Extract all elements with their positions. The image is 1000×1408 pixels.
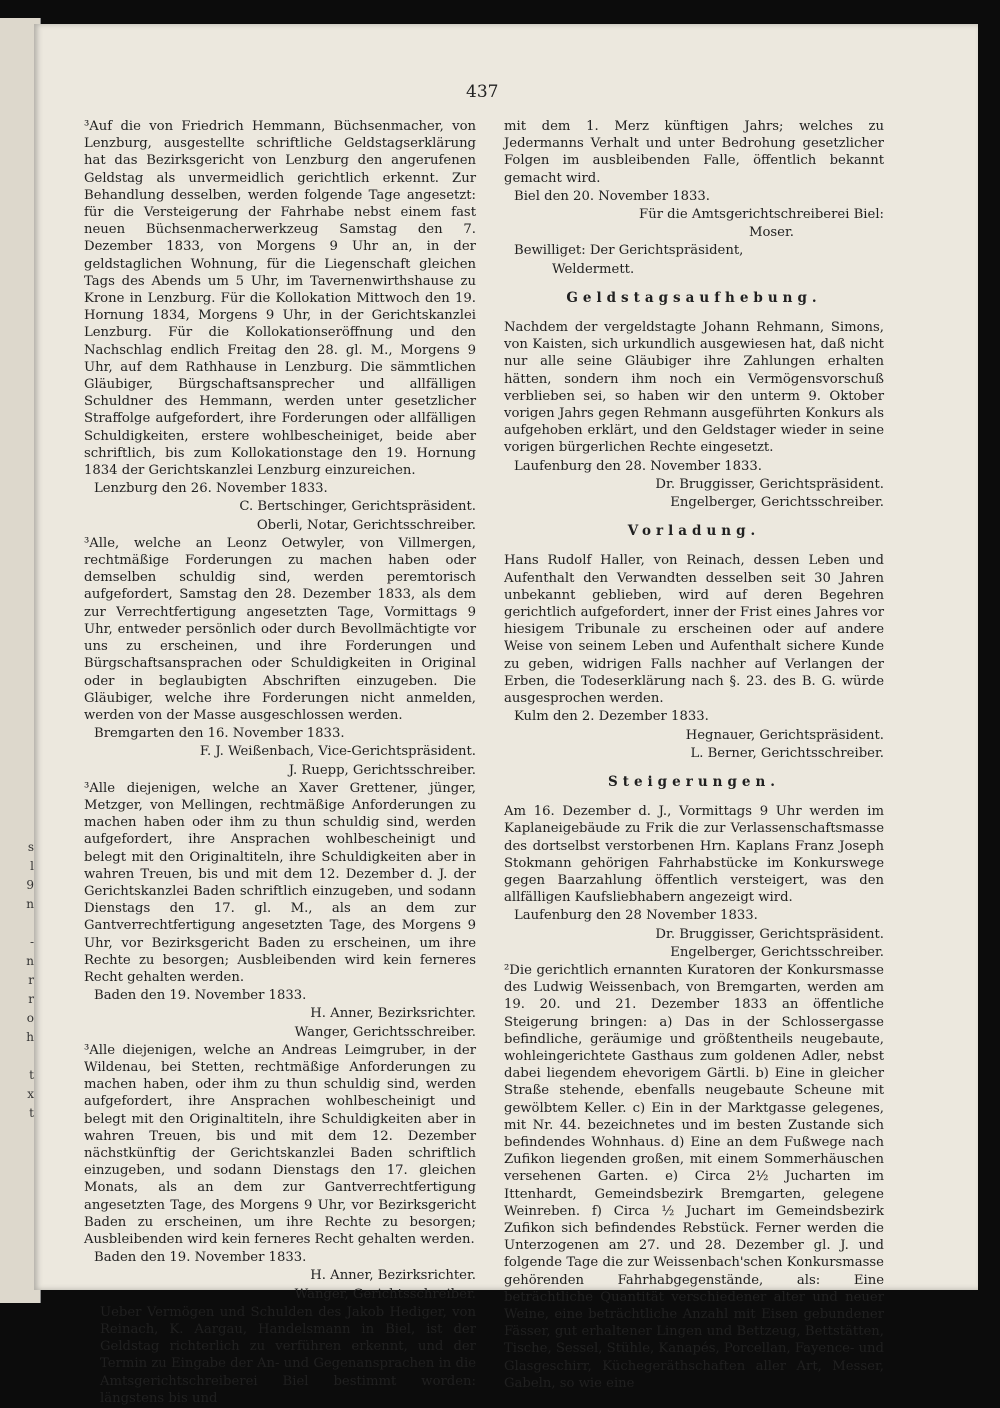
notice-signature: Engelberger, Gerichtsschreiber. bbox=[670, 944, 884, 960]
notice-date: Laufenburg den 28 November 1833. bbox=[514, 908, 758, 924]
notice-date: Lenzburg den 26. November 1833. bbox=[94, 481, 328, 497]
notice-leimgruber: ³Alle diejenigen, welche an Andreas Leimgruber, in der Wildenau, bei Stetten, rechtmäßige Anforderungen zu machen haben, oder ihm zu thun schuldig sind, werden aufgefordert, ihre Ansprachen wohlbescheinigt und belegt mit den Originaltiteln, ihre Schuldigkeiten aber in wahren Treuen, bis und mit dem 12. Dezember nächstkünftig der Gerichtskanzlei Baden schriftlich einzugeben, und sodann Dienstags den 17. gleichen Monats, als an dem zur Gantverrechtfertigung angesetzten Tage, des Morgens 9 Uhr, vor Bezirksgericht Baden zu erscheinen, um ihre Rechte zu besorgen; Ausbleibenden wird kein ferneres Recht gehalten werden. bbox=[84, 1042, 476, 1247]
notice-signature: Engelberger, Gerichtsschreiber. bbox=[670, 495, 884, 511]
notice-haller: Hans Rudolf Haller, von Reinach, dessen Leben und Aufenthalt den Verwandten desselben seit 30 Jahren unbekannt geblieben, wird auf deren Begehren gerichtlich aufgefordert, inner der Frist eines Jahres vor hiesigem Tribunale zu erscheinen oder auf andere Weise von seinem Leben und Aufenthalt sichere Kunde zu geben, widrigen Falls nachher auf Verlangen der Erben, die Todeserklärung nach §. 23. des B. G. würde ausgesprochen werden. bbox=[504, 553, 884, 707]
notice-hediger-continued: mit dem 1. Merz künftigen Jahrs; welches zu Jedermanns Verhalt und unter Bedrohung gesetzlicher Folgen im ausbleibenden Falle, öffentlich bekannt gemacht wird. bbox=[504, 119, 884, 186]
notice-signature: J. Ruepp, Gerichtsschreiber. bbox=[288, 762, 476, 778]
notice-date: Bremgarten den 16. November 1833. bbox=[94, 726, 345, 742]
previous-page-fragment: h bbox=[26, 1030, 34, 1044]
notice-date: Baden den 19. November 1833. bbox=[94, 988, 307, 1004]
notice-approval-name: Weldermett. bbox=[552, 261, 635, 277]
notice-signature: H. Anner, Bezirksrichter. bbox=[310, 1268, 476, 1284]
previous-page-fragment: t bbox=[29, 1106, 34, 1120]
section-heading: Steigerungen. bbox=[607, 773, 781, 790]
previous-page-fragment: t bbox=[29, 1068, 34, 1082]
notice-date: Laufenburg den 28. November 1833. bbox=[514, 458, 762, 474]
notice-signature: Dr. Bruggisser, Gerichtspräsident. bbox=[655, 476, 884, 492]
notice-signature: Wanger, Gerichtsschreiber. bbox=[294, 1024, 476, 1040]
notice-approval: Bewilliget: Der Gerichtspräsident, bbox=[514, 243, 744, 259]
previous-page-fragment: n bbox=[26, 897, 34, 911]
previous-page-fragment: s bbox=[27, 840, 34, 854]
previous-page-fragment: 9 bbox=[26, 878, 34, 892]
notice-date: Biel den 20. November 1833. bbox=[514, 188, 710, 204]
notice-grettener: ³Alle diejenigen, welche an Xaver Grettener, jünger, Metzger, von Mellingen, rechtmäßige Anforderungen zu machen haben oder ihm zu thun schuldig sind, werden aufgefordert, ihre Ansprachen wohlbescheinigt und belegt mit den Originaltiteln, ihre Schuldigkeiten aber in wahren Treuen, bis und mit dem 12. Dezember d. J. der Gerichtskanzlei Baden schriftlich einzugeben, und sodann Dienstags den 17. gl. M., als an dem zur Gantverrechtfertigung angesetzten Tage, des Morgens 9 Uhr, vor Bezirksgericht Baden zu erscheinen, um ihre Rechte zu besorgen; Ausbleibenden wird kein ferneres Recht gehalten werden. bbox=[84, 780, 476, 985]
notice-signature: Oberli, Notar, Gerichtsschreiber. bbox=[256, 517, 476, 533]
notice-oetwyler: ³Alle, welche an Leonz Oetwyler, von Villmergen, rechtmäßige Forderungen zu machen haben oder demselben schuldig sind, werden peremtorisch aufgefordert, Samstag den 28. Dezember 1833, als dem zur Verrechtfertigung angesetzten Tage, Vormittags 9 Uhr, entweder persönlich oder durch Bevollmächtigte vor uns zu erscheinen, und ihre Forderungen und Bürgschaftsansprachen oder Schuldigkeiten in Original oder in beglaubigten Abschriften einzugeben. Die Gläubiger, welche ihre Forderungen nicht anmelden, werden von der Masse ausgeschlossen werden. bbox=[84, 535, 476, 723]
notice-signature: L. Berner, Gerichtsschreiber. bbox=[690, 745, 884, 761]
notice-hemmann: ³Auf die von Friedrich Hemmann, Büchsenmacher, von Lenzburg, ausgestellte schriftliche Geldstagserklärung hat das Bezirksgericht von Lenzburg den angerufenen Geldstag als unvermeidlich gerichtlich erkennt. Zur Behandlung desselben, werden folgende Tage angesetzt: für die Versteigerung der Fahrhabe nebst einem fast neuen Büchsenmacherwerkzeug Samstag den 7. Dezember 1833, von Morgens 9 Uhr an, in der geldstaglichen Wohnung, für die Liegenschaft gleichen Tags des Abends um 5 Uhr, im Tavernenwirthshause zu Krone in Lenzburg. Für die Kollokation Mittwoch den 19. Hornung 1834, Morgens 9 Uhr, in der Gerichtskanzlei Lenzburg. Für die Kollokationseröffnung und den Nachschlag endlich Freitag den 28. gl. M., Morgens 9 Uhr, auf dem Rathhause in Lenzburg. Die sämmtlichen Gläubiger, Bürgschaftsansprecher und allfälligen Schuldner des Hemmann, werden unter gesetzlicher Straffolge aufgefordert, ihre Forderungen oder allfälligen Schuldigkeiten, erstere wohlbescheiniget, beide aber schriftlich, bis zum Kollokationstage den 19. Hornung 1834 der Gerichtskanzlei Lenzburg einzureichen. bbox=[84, 119, 476, 479]
previous-page-fragment: r bbox=[28, 973, 34, 987]
notice-signature: H. Anner, Bezirksrichter. bbox=[310, 1006, 476, 1022]
notice-signature: Moser. bbox=[748, 225, 794, 241]
notice-signature: F. J. Weißenbach, Vice-Gerichtspräsident. bbox=[199, 744, 476, 760]
section-heading: Geldstagsaufhebung. bbox=[566, 289, 822, 306]
previous-page-fragment: x bbox=[27, 1087, 34, 1101]
previous-page-fragment: r bbox=[28, 992, 34, 1006]
previous-page-fragment: n bbox=[26, 954, 34, 968]
previous-page-fragment: o bbox=[26, 1011, 34, 1025]
notice-signature: C. Bertschinger, Gerichtspräsident. bbox=[239, 499, 476, 515]
previous-page-fragment: l bbox=[30, 859, 34, 873]
notice-hediger: Ueber Vermögen und Schulden des Jakob Hediger, von Reinach, K. Aargau, Handelsmann in Biel, ist der Geldstag richterlich zu verführen erkennt, und der Termin zu Eingabe der An- und Gegenansprachen in die Amtsgerichtschreiberei Biel bestimmt worden: längstens bis und bbox=[100, 1304, 476, 1406]
notice-signature: Für die Amtsgerichtschreiberei Biel: bbox=[639, 207, 884, 223]
notice-signature: Wanger, Gerichtsschreiber. bbox=[294, 1286, 476, 1302]
page-number: 437 bbox=[466, 82, 499, 102]
section-heading: Vorladung. bbox=[627, 523, 761, 540]
notice-signature: Hegnauer, Gerichtspräsident. bbox=[685, 727, 884, 743]
notice-date: Baden den 19. November 1833. bbox=[94, 1250, 307, 1266]
left-column bbox=[84, 118, 476, 1408]
notice-weissenbach: ²Die gerichtlich ernannten Kuratoren der Konkursmasse des Ludwig Weissenbach, von Bremgarten, werden am 19. 20. und 21. Dezember 1833 an öffentliche Steigerung bringen: a) Das in der Schlossergasse befindliche, geräumige und größtentheils neugebaute, wohleingerichtete Gasthaus zum goldenen Adler, nebst dabei liegendem ehevorigem Gärtli. b) Eine in gleicher Straße stehende, ebenfalls neugebaute Scheune mit gewölbtem Keller. c) Ein in der Marktgasse gelegenes, mit Nr. 44. bezeichnetes und im besten Zustande sich befindendes Wohnhaus. d) Eine an dem Fußwege nach Zufikon liegenden großen, mit einem Sommerhäuschen versehenen Garten. e) Circa 2½ Jucharten im Ittenhardt, Gemeindsbezirk Bremgarten, gelegene Weinreben. f) Circa ½ Juchart im Gemeindsbezirk Zufikon sich befindendes Rebstück. Ferner werden die Unterzogenen am 27. und 28. Dezember gl. J. und folgende Tage die zur Weissenbach'schen Konkursmasse gehörenden Fahrhabgegenstände, als: Eine beträchtliche Quantität verschiedener alter und neuer Weine, eine beträchtliche Anzahl mit Eisen gebundener Fässer, gut erhaltener Lingen und Bettzeug, Bettstätten, Tische, Sessel, Stühle, Kanapés, Porcellan, Fayence- und Glasgeschirr, Küchegeräthschaften aller Art, Messer, Gabeln, so wie eine bbox=[504, 962, 884, 1391]
right-column bbox=[504, 118, 884, 1393]
notice-rehmann: Nachdem der vergeldstagte Johann Rehmann, Simons, von Kaisten, sich urkundlich ausgewiesen hat, daß nicht nur alle seine Gläubiger ihre Zahlungen erhalten hätten, sondern ihm noch ein Vermögensvorschuß verblieben sei, so haben wir den unterm 9. Oktober vorigen Jahrs gegen Rehmann ausgeführten Konkurs als aufgehoben erklärt, und den Geldstager wieder in seine vorigen bürgerlichen Rechte eingesetzt. bbox=[504, 320, 884, 456]
notice-stokmann: Am 16. Dezember d. J., Vormittags 9 Uhr werden im Kaplaneigebäude zu Frik die zur Verlassenschaftsmasse des dortselbst verstorbenen Hrn. Kaplans Franz Joseph Stokmann gehörigen Fahrhabstücke im Konkurswege gegen Baarzahlung öffentlich versteigert, was den allfälligen Kaufsliebhabern angezeigt wird. bbox=[504, 804, 884, 906]
notice-signature: Dr. Bruggisser, Gerichtspräsident. bbox=[655, 926, 884, 942]
previous-page-fragment: - bbox=[29, 935, 34, 949]
notice-date: Kulm den 2. Dezember 1833. bbox=[514, 709, 709, 725]
